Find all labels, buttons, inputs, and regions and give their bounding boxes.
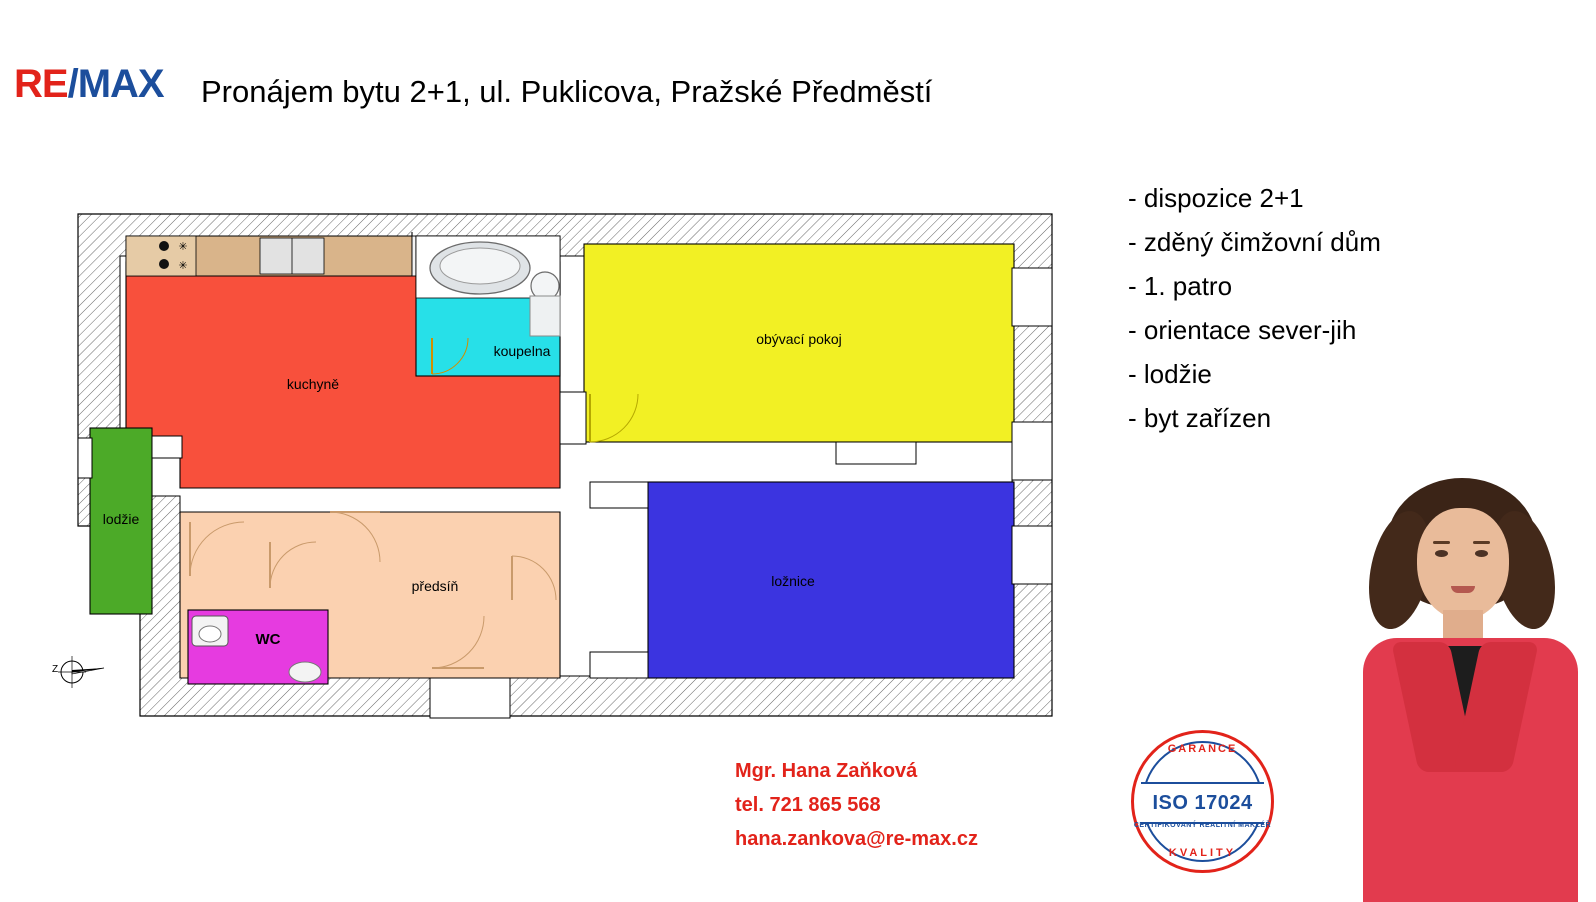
hob-burner-mark: ✳: [178, 241, 188, 253]
photo-eye-left: [1435, 550, 1448, 557]
photo-eyebrow-left: [1433, 541, 1450, 544]
feature-item: - byt zařízen: [1128, 403, 1272, 433]
doorway-obyvaci: [560, 392, 586, 444]
photo-eyebrow-right: [1473, 541, 1490, 544]
bathtub-inner: [440, 248, 520, 284]
floor-plan: [60, 196, 1070, 741]
hob-burner: [159, 241, 169, 251]
iso-code: ISO 17024: [1152, 791, 1253, 814]
hob-burner: [159, 259, 169, 269]
room-label-loznice: ložnice: [771, 573, 815, 589]
compass-label-west: Z: [52, 664, 59, 675]
photo-mouth: [1451, 586, 1475, 593]
agent-contact: [735, 754, 978, 856]
feature-item: - orientace sever-jih: [1128, 315, 1357, 345]
doorway-loznice-top: [590, 482, 648, 508]
window-right-3: [1012, 526, 1052, 584]
wc-basin: [289, 662, 321, 682]
iso-bottom-text: KVALITY: [1168, 847, 1237, 859]
feature-item: - lodžie: [1128, 359, 1212, 389]
iso-code-band: [1141, 782, 1264, 824]
feature-item: - 1. patro: [1128, 271, 1233, 301]
agent-phone: tel. 721 865 568: [735, 794, 881, 816]
page-title: Pronájem bytu 2+1, ul. Puklicova, Pražské Předměstí: [201, 74, 933, 109]
iso-top-text: GARANCE: [1167, 743, 1238, 755]
hob-burner-mark: ✳: [178, 260, 188, 272]
agent-email[interactable]: hana.zankova@re-max.cz: [735, 828, 978, 850]
iso-subtitle: CERTIFIKOVANÝ REALITNÍ MAKLÉŘ: [1133, 822, 1272, 829]
room-loznice[interactable]: [648, 482, 1014, 678]
agent-name: Mgr. Hana Zaňková: [735, 760, 918, 782]
remax-logo: [14, 62, 164, 107]
window-left: [78, 438, 92, 478]
photo-face: [1417, 508, 1509, 620]
logo-slash: /: [67, 62, 78, 106]
room-label-kuchyne: kuchyně: [286, 376, 340, 392]
room-label-predsin: předsíň: [411, 578, 459, 594]
logo-re: RE: [14, 62, 68, 106]
loggia-door: [152, 436, 182, 458]
feature-list: [1128, 176, 1381, 440]
room-label-lodzie: lodžie: [102, 511, 140, 527]
feature-item: - dispozice 2+1: [1128, 183, 1304, 213]
doorway-loznice-bottom: [590, 652, 648, 678]
room-label-wc: WC: [255, 631, 281, 648]
bathroom-fixture: [530, 296, 560, 336]
agent-photo: [1345, 470, 1596, 902]
room-label-obyvaci-pokoj: obývací pokoj: [756, 331, 842, 347]
iso-certification-badge: [1131, 730, 1274, 873]
room-label-koupelna: koupelna: [493, 343, 551, 359]
wc-bowl: [199, 626, 221, 642]
entry-door-opening: [430, 678, 510, 718]
window-right-1: [1012, 268, 1052, 326]
photo-eye-right: [1475, 550, 1488, 557]
window-obyvaci: [836, 442, 916, 464]
window-right-2: [1012, 422, 1052, 480]
floor-plan-svg: [60, 196, 1070, 736]
logo-max: MAX: [77, 62, 164, 106]
feature-item: - zděný čimžovní dům: [1128, 227, 1381, 257]
